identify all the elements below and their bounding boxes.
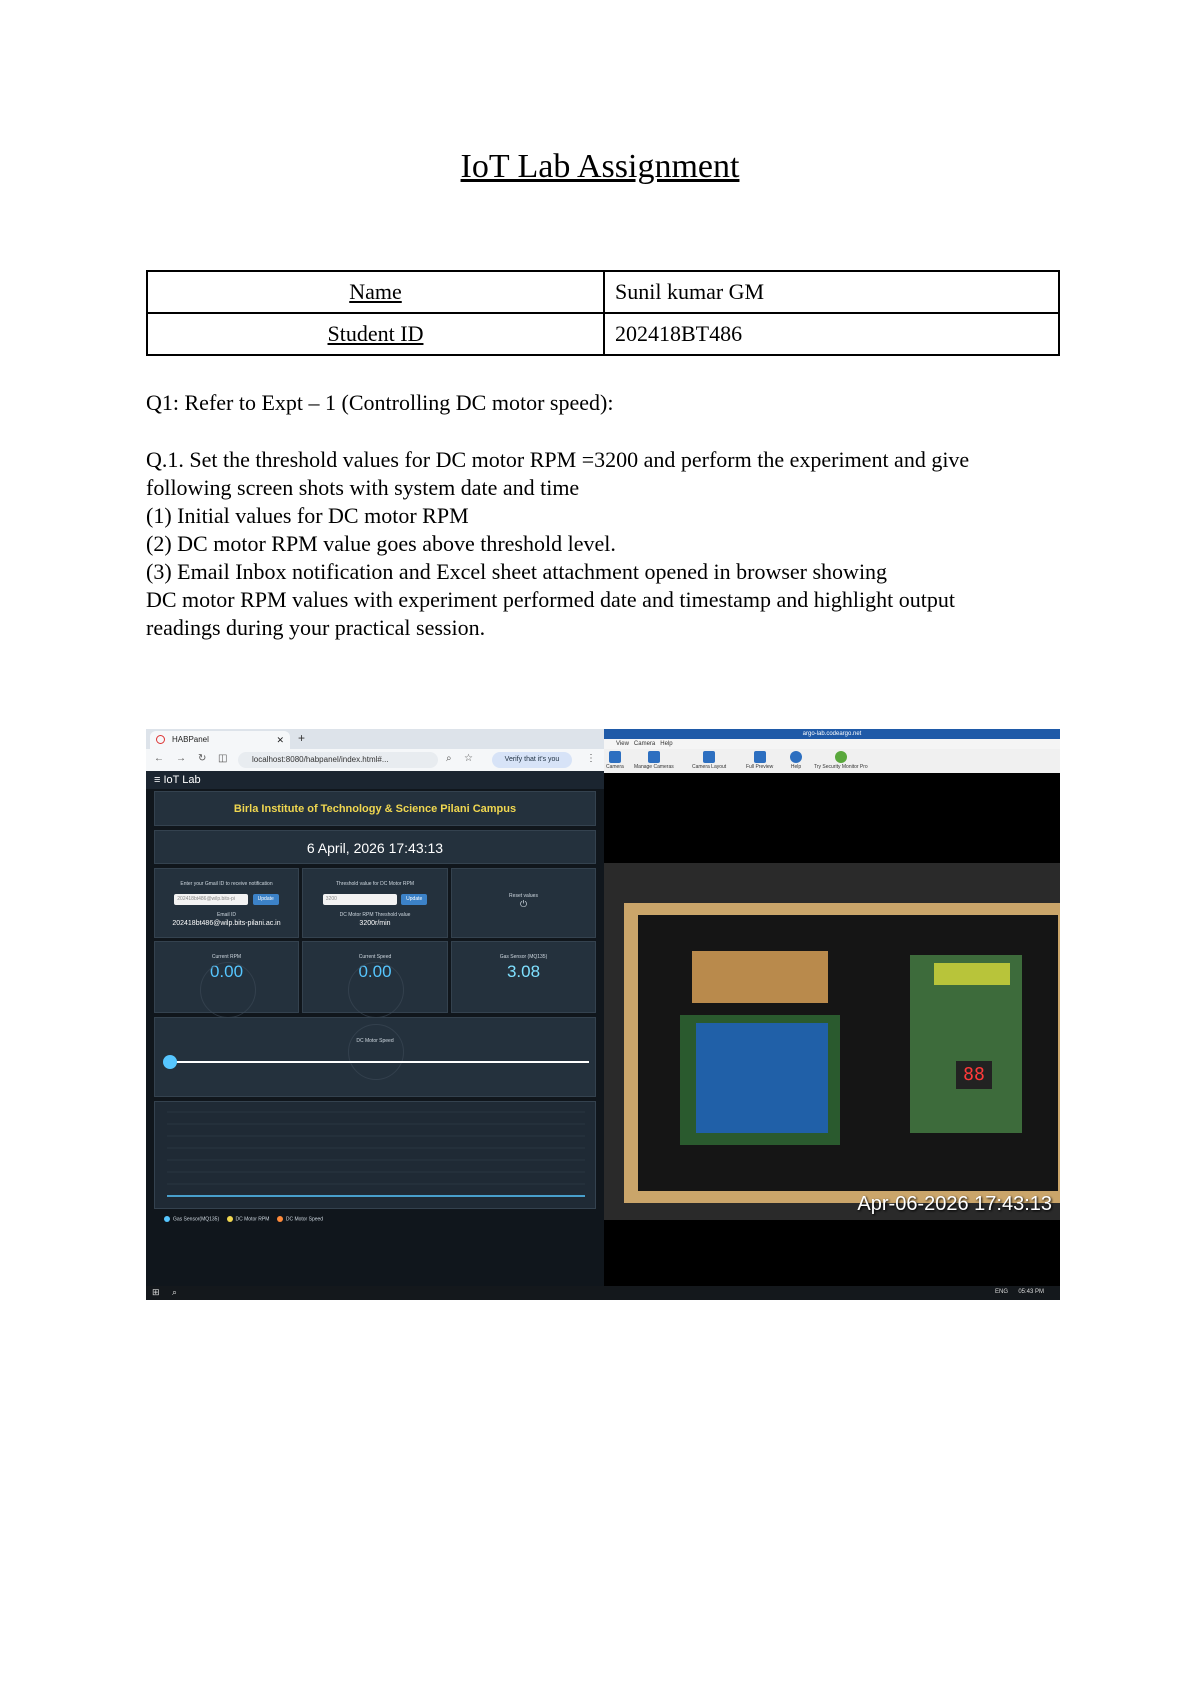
chart-grid	[155, 1102, 595, 1208]
close-tab-icon[interactable]: ✕	[276, 735, 284, 745]
camera-icon	[609, 751, 621, 763]
full-preview-icon	[754, 751, 766, 763]
legend-swatch	[277, 1216, 283, 1222]
date-time-display: 6 April, 2026 17:43:13	[154, 830, 596, 864]
question-line: (3) Email Inbox notification and Excel sheet attachment opened in browser showing	[146, 559, 888, 584]
verify-button[interactable]: Verify that it's you	[492, 752, 572, 768]
gauge-label: Gas Sensor (MQ135)	[499, 954, 548, 960]
address-bar-row	[146, 749, 604, 771]
email-sub-label: Email ID	[217, 912, 236, 918]
motor-speed-slider-panel	[154, 1017, 596, 1097]
gauge-label: Current RPM	[211, 954, 242, 960]
menu-item-help[interactable]: Help	[660, 741, 673, 747]
camera-menu	[604, 739, 1060, 749]
q1-heading: Q1: Refer to Expt – 1 (Controlling DC motor speed):	[146, 390, 614, 415]
threshold-panel	[302, 868, 448, 938]
full-preview-tool[interactable]: Full Preview	[746, 751, 773, 770]
student-info-table	[146, 270, 1060, 356]
help-icon	[790, 751, 802, 763]
gauge-value: 0.00	[209, 962, 244, 981]
question-line: readings during your practical session.	[146, 615, 486, 640]
slider-track[interactable]	[169, 1061, 589, 1063]
browser-window	[146, 729, 604, 1300]
windows-taskbar	[146, 1286, 1060, 1300]
search-icon[interactable]: ⌕	[172, 1287, 178, 1297]
menu-item-view[interactable]: View	[616, 741, 629, 747]
reload-icon[interactable]: ↻	[198, 753, 207, 764]
dashboard-title: ≡ IoT Lab	[146, 771, 604, 789]
email-panel-label: Enter your Gmail ID to receive notification	[180, 881, 273, 887]
zoom-icon[interactable]: ⌕	[446, 753, 452, 764]
institute-header: Birla Institute of Technology & Science Pilani Campus	[154, 791, 596, 826]
back-icon[interactable]: ←	[154, 753, 164, 764]
sensor-history-chart	[154, 1101, 596, 1209]
gauge-gas-sensor	[451, 941, 596, 1013]
browser-tab[interactable]	[150, 731, 290, 749]
name-label: Name	[349, 279, 402, 304]
new-tab-icon[interactable]: +	[298, 731, 306, 745]
document-title: IoT Lab Assignment	[460, 148, 740, 185]
question-line: (1) Initial values for DC motor RPM	[146, 503, 469, 528]
table-row	[147, 313, 1059, 355]
manage-cameras-tool[interactable]: Manage Cameras	[634, 751, 674, 770]
clock[interactable]: 05:43 PM	[1018, 1289, 1044, 1295]
fan-icon	[348, 962, 404, 1018]
windows-start-icon[interactable]: ⊞	[152, 1287, 160, 1297]
threshold-panel-label: Threshold value for DC Motor RPM	[335, 881, 415, 887]
table-row	[147, 271, 1059, 313]
threshold-sub-label: DC Motor RPM Threshold value	[339, 912, 411, 918]
camera-timestamp: Apr-06-2026 17:43:13	[857, 1193, 1052, 1215]
fan-icon	[348, 1024, 404, 1080]
question-line: DC motor RPM values with experiment performed date and timestamp and highlight output	[146, 587, 955, 612]
security-monitor-icon	[835, 751, 847, 763]
email-input[interactable]: 202418bt486@wilp.bits-pi	[174, 894, 248, 905]
question-line: (2) DC motor RPM value goes above threshold level.	[146, 531, 616, 556]
chart-legend: Gas Sensor(MQ135) DC Motor RPM DC Motor Speed	[158, 1216, 323, 1222]
camera-window-title: argo-lab.codeargo.net	[604, 729, 1060, 739]
camera-app-window	[604, 729, 1060, 1286]
motor-mount	[692, 951, 828, 1003]
gauge-value: 3.08	[506, 962, 541, 981]
fan-icon	[200, 962, 256, 1018]
reset-panel	[451, 868, 596, 938]
menu-icon[interactable]: ⋮	[586, 753, 596, 764]
lcd-display	[934, 963, 1010, 985]
legend-swatch	[164, 1216, 170, 1222]
threshold-value: 3200r/min	[359, 920, 391, 927]
microcontroller-board	[696, 1023, 828, 1133]
camera-layout-tool[interactable]: Camera Layout	[692, 751, 726, 770]
gauge-label: Current Speed	[358, 954, 392, 960]
gauge-value: 0.00	[358, 962, 392, 981]
security-monitor-tool[interactable]: Try Security Monitor Pro	[814, 751, 868, 770]
question-text	[146, 446, 1066, 642]
email-panel	[154, 868, 299, 938]
slider-handle[interactable]	[163, 1055, 177, 1069]
forward-icon[interactable]: →	[176, 753, 186, 764]
layout-grid-icon	[703, 751, 715, 763]
browser-tabbar	[146, 729, 604, 749]
power-icon[interactable]: ⏻	[519, 899, 528, 909]
threshold-input[interactable]: 3200	[323, 894, 397, 905]
reset-label: Reset values	[509, 893, 538, 899]
manage-cameras-icon	[648, 751, 660, 763]
camera-toolbar	[604, 749, 1060, 773]
split-view-icon[interactable]: ◫	[218, 753, 228, 764]
camera-tool[interactable]: Camera	[606, 751, 624, 770]
question-line: Q.1. Set the threshold values for DC motor RPM =3200 and perform the experiment and give	[146, 447, 970, 472]
help-tool[interactable]: Help	[790, 751, 802, 770]
embedded-screenshot	[146, 729, 1060, 1300]
habpanel-favicon-icon	[156, 735, 165, 744]
menu-item-camera[interactable]: Camera	[633, 741, 656, 747]
question-line: following screen shots with system date and time	[146, 475, 580, 500]
gauge-current-speed	[302, 941, 448, 1013]
student-id-value: 202418BT486	[604, 313, 1059, 355]
threshold-update-button[interactable]: Update	[401, 894, 427, 905]
legend-swatch	[227, 1216, 233, 1222]
email-value: 202418bt486@wilp.bits-pilani.ac.in	[172, 920, 281, 927]
email-update-button[interactable]: Update	[253, 894, 279, 905]
camera-video-feed	[604, 863, 1060, 1220]
name-value: Sunil kumar GM	[604, 271, 1059, 313]
slider-label: DC Motor Speed	[356, 1038, 394, 1044]
student-id-label: Student ID	[327, 321, 424, 346]
bookmark-star-icon[interactable]: ☆	[464, 753, 473, 764]
url-field[interactable]: localhost:8080/habpanel/index.html#...	[238, 752, 438, 768]
gauge-current-rpm	[154, 941, 299, 1013]
seven-segment-display: 88	[956, 1061, 992, 1089]
tab-label: HABPanel	[172, 735, 209, 744]
language-indicator[interactable]: ENG	[994, 1289, 1008, 1295]
